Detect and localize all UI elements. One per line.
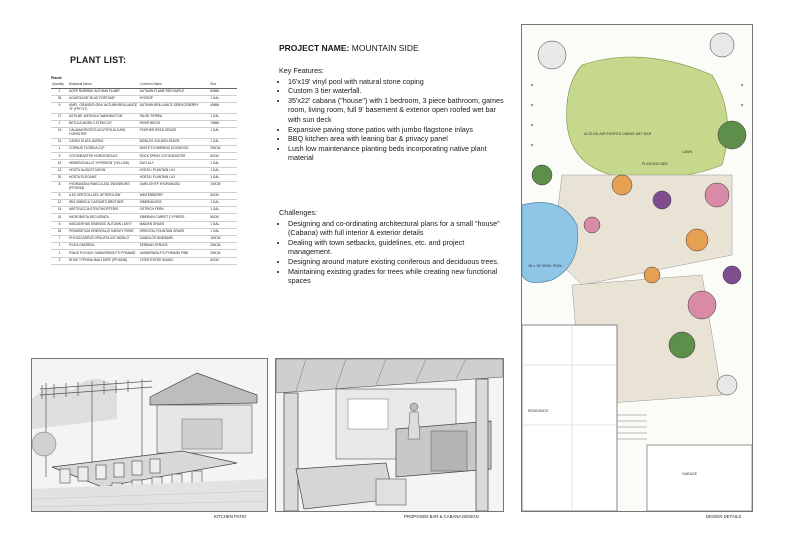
plant-common-name: DAYLILLY [139, 160, 210, 167]
plant-quantity: 8 [51, 182, 68, 193]
plant-row [51, 182, 237, 193]
plant-size: 250CM [209, 243, 237, 250]
plant-quantity: 13 [51, 167, 68, 174]
plant-size: 1 GAL [209, 138, 237, 145]
plant-botanical-name: MATTEUCCIA STRUTHIOPTERIS [68, 207, 139, 214]
plant-list-title: PLANT LIST: [70, 55, 127, 65]
bar-cabana-caption: PROPOSED BAR & CABANA DESIGN [404, 514, 479, 519]
plant-row [51, 120, 237, 127]
plant-size: 100CM [209, 235, 237, 242]
kitchen-patio-drawing [32, 359, 267, 511]
plant-row [51, 146, 237, 153]
plant-botanical-name: COTONEASTER HORIZONTALIS [68, 153, 139, 160]
plant-size: 1 GAL [209, 174, 237, 181]
plant-size: 1 GAL [209, 200, 237, 207]
challenge-item: • Maintaining existing grades for trees while creating new functional spaces [288, 267, 507, 286]
plant-quantity: 1 [51, 88, 68, 95]
plant-quantity: 3 [51, 153, 68, 160]
plant-size: 60MM [209, 88, 237, 95]
plant-quantity: 1 [51, 243, 68, 250]
features-heading: Key Features: [279, 66, 324, 75]
plant-common-name: AUTUMN BRILLIANCE SERVICEBERRY [139, 102, 210, 113]
bar-cabana-sketch [275, 358, 504, 512]
plant-size: 75MM [209, 120, 237, 127]
plant-size: 1 GAL [209, 167, 237, 174]
plants-table-title: Plants [51, 76, 62, 80]
plant-row [51, 88, 237, 95]
feature-item: • 16'x19' vinyl pool with natural stone coping [288, 77, 507, 87]
design-details-caption: DESIGN DETAILS [706, 514, 742, 519]
plant-common-name: HOSTA / PLANTAIN LILY [139, 167, 210, 174]
plan-label-pool: 16' x 19' VINYL POOL [528, 264, 563, 268]
feature-item: • Lush low maintenance planting beds incorporating native plant material [288, 144, 507, 163]
plant-common-name: SIBERIAN IRIS [139, 200, 210, 207]
plant-common-name: SERBIAN SPRUCE [139, 243, 210, 250]
plan-label-cabana: ACID DE-AIR ROOFED DINING WET BAR [584, 132, 652, 136]
project-label: PROJECT NAME: [279, 43, 350, 53]
plant-size: 250CM [209, 250, 237, 257]
plant-quantity: 1 [51, 250, 68, 257]
plant-size: 50CM [209, 214, 237, 221]
plant-size: 1 GAL [209, 221, 237, 228]
plant-quantity: 2 [51, 257, 68, 264]
plant-common-name: ORIENTAL FOUNTAIN GRASS [139, 228, 210, 235]
plant-common-name: VANDERWOLF'S PYRAMID PINE [139, 250, 210, 257]
challenge-item: • Designing around mature existing coniferous and deciduous trees. [288, 257, 507, 267]
plant-row [51, 160, 237, 167]
challenges [279, 208, 507, 286]
bar-cabana-drawing [276, 359, 503, 511]
plant-botanical-name: ILEX VERTICILLATA 'AFTERGLOW' [68, 192, 139, 199]
plant-common-name: RIVER BIRCH [139, 120, 210, 127]
plant-row [51, 138, 237, 145]
plant-botanical-name: HOSTA 'AUGUST MOON' [68, 167, 139, 174]
plant-botanical-name: CAREX ELATA 'AUREA' [68, 138, 139, 145]
plant-quantity: 1 [51, 120, 68, 127]
plant-row [51, 192, 237, 199]
plant-common-name: MAIDEN GRASS [139, 221, 210, 228]
plant-common-name: TIGER EYES® SUMAC [139, 257, 210, 264]
plant-row [51, 153, 237, 160]
plant-common-name: WINTERBERRY [139, 192, 210, 199]
plant-row [51, 257, 237, 264]
plant-common-name: BOWLES GOLDEN SEDGE [139, 138, 210, 145]
plant-row [51, 221, 237, 228]
plant-common-name: FALSE SPIREA [139, 113, 210, 120]
plant-row [51, 214, 237, 221]
header-botanical: Botanical Name [68, 82, 139, 88]
header-size: Size [209, 82, 237, 88]
plant-size: 1 GAL [209, 160, 237, 167]
plant-botanical-name: CALAMAGROSTIS ACUTIFOLIA 'KARL FOERSTER' [68, 128, 139, 139]
plant-botanical-name: RHUS TYPHINA 'BAILTIGER' (PP16185) [68, 257, 139, 264]
design-site-plan [521, 24, 753, 512]
plant-quantity: 18 [51, 228, 68, 235]
plant-common-name: ROCK SPRAY COTONEASTER [139, 153, 210, 160]
feature-item: • BBQ kitchen area with leaning bar & privacy panel [288, 134, 507, 144]
features-list [279, 77, 507, 163]
plant-size: 60CM [209, 192, 237, 199]
plant-size: 1 GAL [209, 128, 237, 139]
plant-botanical-name: ACER RUBRUM 'AUTUMN FLAME' [68, 88, 139, 95]
plant-size: 60CM [209, 153, 237, 160]
project-title [279, 43, 419, 53]
plant-botanical-name: MISCANTHUS SINENSIS 'AUTUMN LIGHT' [68, 221, 139, 228]
plant-common-name: AUTUMN FLAME RED MAPLE [139, 88, 210, 95]
plant-size: 45MM [209, 102, 237, 113]
plant-row [51, 167, 237, 174]
plant-size: 1 GAL [209, 95, 237, 102]
plant-botanical-name: AGASTACHE 'BLUE FORTUNE' [68, 95, 139, 102]
plant-botanical-name: PICEA OMORIKA [68, 243, 139, 250]
plant-quantity: 5 [51, 102, 68, 113]
plant-botanical-name: BETULA NIGRA 3 STEM CLP [68, 120, 139, 127]
plant-row [51, 243, 237, 250]
plant-row [51, 207, 237, 214]
plan-label-planting: PLANTING BED [642, 162, 668, 166]
kitchen-patio-sketch [31, 358, 268, 512]
plant-botanical-name: PINUS FLEXILIS 'VANDERWOLF'S PYRAMID' [68, 250, 139, 257]
key-features [279, 66, 507, 163]
plant-quantity: 17 [51, 113, 68, 120]
plant-size: 60CM [209, 257, 237, 264]
plant-quantity: 33 [51, 95, 68, 102]
plant-quantity: 19 [51, 128, 68, 139]
plant-common-name: HOSTA / PLANTAIN LILY [139, 174, 210, 181]
plant-quantity: 19 [51, 160, 68, 167]
feature-item: • Expansive paving stone patios with jumbo flagstone inlays [288, 125, 507, 135]
plant-common-name: SIBERIAN CARPET CYPRESS [139, 214, 210, 221]
plant-size: 1 GAL [209, 228, 237, 235]
challenge-item: • Designing and co-ordinating architectural plans for a small "house" (Cabana) with full interior & exterior details [288, 219, 507, 238]
plant-row [51, 174, 237, 181]
plant-botanical-name: HEMEROCALLIS 'HYPERION' (YELLOW) [68, 160, 139, 167]
plant-quantity: 15 [51, 214, 68, 221]
plant-row [51, 235, 237, 242]
plant-botanical-name: PHYSOCARPUS OPULIFOLIUS 'MONLO' [68, 235, 139, 242]
plant-botanical-name: HOSTA 'ELEGANS' [68, 174, 139, 181]
plant-quantity: 7 [51, 235, 68, 242]
plant-common-name: WHITE FLOWERING DOGWOOD [139, 146, 210, 153]
plant-size: 100CM [209, 182, 237, 193]
plant-common-name: FEATHER REED GRASS [139, 128, 210, 139]
plant-row [51, 95, 237, 102]
plant-row [51, 128, 237, 139]
plant-common-name: DIABOLO® NINEBARK [139, 235, 210, 242]
plant-table-body [51, 88, 237, 264]
plant-common-name: HYSSOP [139, 95, 210, 102]
plant-row [51, 228, 237, 235]
header-quantity: Quantity [51, 82, 68, 88]
header-common: Common Name [139, 82, 210, 88]
plant-table [51, 82, 237, 265]
plant-botanical-name: MICROBIOTA DECUSSATA [68, 214, 139, 221]
plant-quantity: 12 [51, 200, 68, 207]
plant-quantity: 21 [51, 138, 68, 145]
plant-quantity: 1 [51, 146, 68, 153]
plant-quantity: 20 [51, 174, 68, 181]
feature-item: • 35'x22' cabana ("house") with 1 bedroom, 3 piece bathroom, games room, living room, full 9' basement & exterior open roofed wet bar with sun deck [288, 96, 507, 125]
plant-size: 250CM [209, 146, 237, 153]
plant-quantity: 14 [51, 207, 68, 214]
challenge-item: • Dealing with town setbacks, guidelines, etc. and project management. [288, 238, 507, 257]
plant-botanical-name: AMEL. GRANDIFLORA 'AUTUMN BRILLIANCE' TF (FPF717) [68, 102, 139, 113]
plant-row [51, 102, 237, 113]
site-plan-drawing [522, 25, 752, 511]
plan-label-lawn: LAWN [682, 150, 692, 154]
plant-quantity: 6 [51, 221, 68, 228]
plant-botanical-name: CORNUS FLORIDA CLP [68, 146, 139, 153]
plant-quantity: 5 [51, 192, 68, 199]
plant-common-name: LIMELIGHT® HYDRANGEA [139, 182, 210, 193]
feature-item: • Custom 3 tier waterfall. [288, 86, 507, 96]
plan-label-residence: RESIDENCE [528, 409, 549, 413]
plant-botanical-name: HYDRANGEA PANICULATA 'ZWIJNBURG' (PP19218) [68, 182, 139, 193]
plan-label-garage: GARAGE [682, 472, 697, 476]
plant-size: 1 GAL [209, 207, 237, 214]
challenges-heading: Challenges: [279, 208, 317, 217]
plant-common-name: OSTRICH FERN [139, 207, 210, 214]
kitchen-patio-caption: KITCHEN PATIO [214, 514, 247, 519]
plant-botanical-name: ASTILBE JAPONICA 'WASHINGTON' [68, 113, 139, 120]
plant-size: 1 GAL [209, 113, 237, 120]
plant-row [51, 200, 237, 207]
plant-row [51, 250, 237, 257]
challenges-list [279, 219, 507, 286]
project-name: MOUNTAIN SIDE [351, 43, 419, 53]
plant-botanical-name: IRIS SIBIRICA 'CAESAR'S BROTHER' [68, 200, 139, 207]
plant-botanical-name: PENNISETUM ORIENTALIS 'KARLEY ROSE' [68, 228, 139, 235]
plant-row [51, 113, 237, 120]
